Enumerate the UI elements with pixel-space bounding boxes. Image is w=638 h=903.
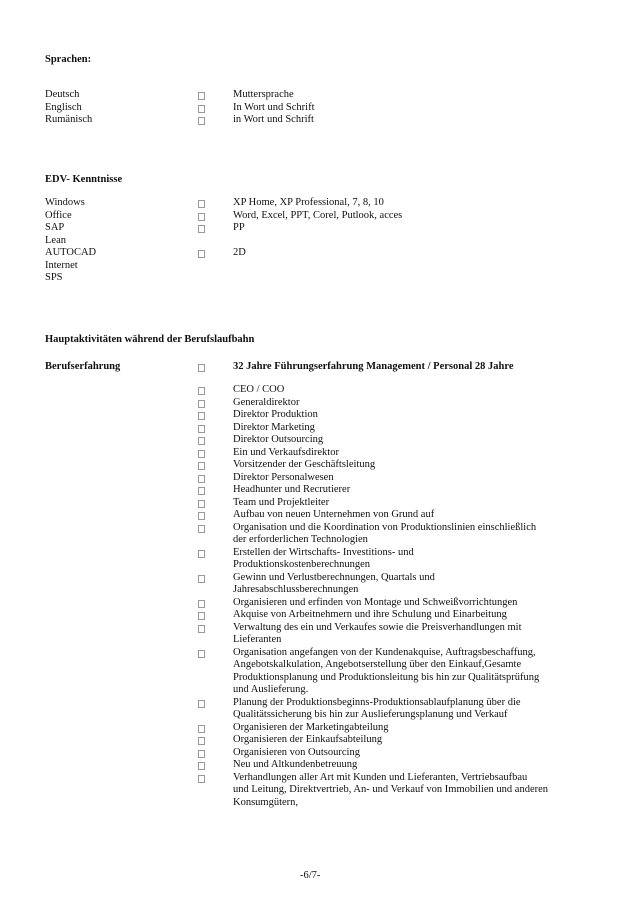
bullet-icon <box>198 750 205 758</box>
bullet-icon <box>198 600 205 608</box>
bullet-icon <box>198 92 205 100</box>
list-item-line: Angebotskalkulation, Angebotserstellung über den Einkauf,Gesamte <box>233 659 522 670</box>
bullet-icon <box>198 575 205 583</box>
edv-value: PP <box>233 222 245 233</box>
list-item-line: Jahresabschlussberechnungen <box>233 584 359 595</box>
bullet-icon <box>198 462 205 470</box>
edv-row <box>0 260 638 273</box>
bullet-icon <box>198 250 205 258</box>
edv-label: SPS <box>45 272 63 283</box>
bullet-icon <box>198 200 205 208</box>
list-item-line: Aufbau von neuen Unternehmen von Grund auf <box>233 509 435 520</box>
sprachen-row <box>0 89 638 102</box>
page-number: -6/7- <box>300 870 321 881</box>
list-item-line: Gewinn und Verlustberechnungen, Quartals und <box>233 571 435 583</box>
bullet-icon <box>198 512 205 520</box>
bullet-icon <box>198 487 205 495</box>
sprachen-label: Englisch <box>45 101 82 113</box>
list-item-line: CEO / COO <box>233 384 285 395</box>
list-item-line: Organisieren der Marketingabteilung <box>233 721 389 733</box>
bullet-icon <box>198 650 205 658</box>
list-item-line: Ein und Verkaufsdirektor <box>233 446 339 458</box>
list-item-line: Organisieren von Outsourcing <box>233 746 360 758</box>
list-item-line: Vorsitzender der Geschäftsleitung <box>233 459 376 470</box>
edv-label: AUTOCAD <box>45 247 97 258</box>
list-item-line: Konsumgütern, <box>233 796 299 808</box>
list-item-line: Akquise von Arbeitnehmern und ihre Schulung und Einarbeitung <box>233 609 507 620</box>
bullet-icon <box>198 450 205 458</box>
bullet-icon <box>198 625 205 633</box>
sprachen-value: In Wort und Schrift <box>233 101 315 113</box>
edv-label: Windows <box>45 197 85 208</box>
bullet-icon <box>198 437 205 445</box>
list-item-line: Team und Projektleiter <box>233 496 330 508</box>
edv-value: 2D <box>233 247 246 258</box>
edv-row <box>0 235 638 248</box>
sprachen-row <box>0 102 638 115</box>
bullet-icon <box>198 364 205 372</box>
edv-label: SAP <box>45 222 65 233</box>
list-item-line: Lieferanten <box>233 634 282 645</box>
bullet-icon <box>198 475 205 483</box>
list-item-line: Neu und Altkundenbetreuung <box>233 759 358 770</box>
list-item-line: Direktor Outsourcing <box>233 434 324 445</box>
bullet-icon <box>198 387 205 395</box>
section-heading-edv: EDV- Kenntnisse <box>45 174 123 185</box>
bullet-icon <box>198 725 205 733</box>
list-item-line: Qualitätssicherung bis hin zur Auslieferungsplanung und Verkauf <box>233 709 508 720</box>
sprachen-row <box>0 114 638 127</box>
list-item-line: Organisieren und erfinden von Montage und Schweißvorrichtungen <box>233 596 518 608</box>
sprachen-value: Muttersprache <box>233 89 294 100</box>
sprachen-label: Deutsch <box>45 89 80 100</box>
list-item-line: Organisieren der Einkaufsabteilung <box>233 734 383 745</box>
bullet-icon <box>198 225 205 233</box>
bullet-icon <box>198 500 205 508</box>
bullet-icon <box>198 213 205 221</box>
list-item-line: Organisation und die Koordination von Produktionslinien einschließlich <box>233 521 537 533</box>
edv-row <box>0 247 638 260</box>
bullet-icon <box>198 412 205 420</box>
bullet-icon <box>198 762 205 770</box>
sprachen-value: in Wort und Schrift <box>233 114 314 125</box>
list-item-line: Organisation angefangen von der Kundenakquise, Auftragsbeschaffung, <box>233 646 536 658</box>
bullet-icon <box>198 775 205 783</box>
section-heading-sprachen: Sprachen: <box>45 54 92 65</box>
bullet-icon <box>198 425 205 433</box>
bullet-icon <box>198 525 205 533</box>
list-item-line: Produktionskostenberechnungen <box>233 559 371 570</box>
list-item-line: Planung der Produktionsbeginns-Produktionsablaufplanung über die <box>233 696 521 708</box>
edv-label: Lean <box>45 234 66 246</box>
edv-row <box>0 272 638 285</box>
bullet-icon <box>198 550 205 558</box>
section-heading-hauptaktivitaeten: Hauptaktivitäten während der Berufslaufbahn <box>45 334 255 345</box>
edv-label: Office <box>45 209 72 221</box>
bullet-icon <box>198 612 205 620</box>
list-item-line: und Auslieferung. <box>233 684 309 695</box>
berufserfahrung-label: Berufserfahrung <box>45 361 121 372</box>
list-item-line: Generaldirektor <box>233 396 300 408</box>
list-item-line: Verwaltung des ein und Verkaufes sowie die Preisverhandlungen mit <box>233 621 522 633</box>
edv-row <box>0 222 638 235</box>
berufserfahrung-headline: 32 Jahre Führungserfahrung Management / Personal 28 Jahre <box>233 361 514 372</box>
list-item-line: und Leitung, Direktvertrieb, An- und Verkauf von Immobilien und anderen <box>233 784 549 795</box>
bullet-icon <box>198 400 205 408</box>
edv-row <box>0 210 638 223</box>
edv-value: XP Home, XP Professional, 7, 8, 10 <box>233 197 384 208</box>
bullet-icon <box>198 700 205 708</box>
edv-value: Word, Excel, PPT, Corel, Putlook, acces <box>233 209 403 221</box>
list-item-line: Direktor Personalwesen <box>233 471 334 483</box>
list-item-line: der erforderlichen Technologien <box>233 534 368 545</box>
list-item-line: Produktionsplanung und Produktionsleitung bis hin zur Qualitätsprüfung <box>233 671 540 683</box>
list-item-line: Direktor Produktion <box>233 409 318 420</box>
sprachen-label: Rumänisch <box>45 114 93 125</box>
list-item-line: Headhunter und Recrutierer <box>233 484 351 495</box>
list-item-line: Verhandlungen aller Art mit Kunden und Lieferanten, Vertriebsaufbau <box>233 771 528 783</box>
list-item-line: Direktor Marketing <box>233 421 315 433</box>
list-item-line: Erstellen der Wirtschafts- Investitions- und <box>233 546 414 558</box>
bullet-icon <box>198 117 205 125</box>
edv-label: Internet <box>45 259 78 271</box>
bullet-icon <box>198 105 205 113</box>
bullet-icon <box>198 737 205 745</box>
edv-row <box>0 197 638 210</box>
